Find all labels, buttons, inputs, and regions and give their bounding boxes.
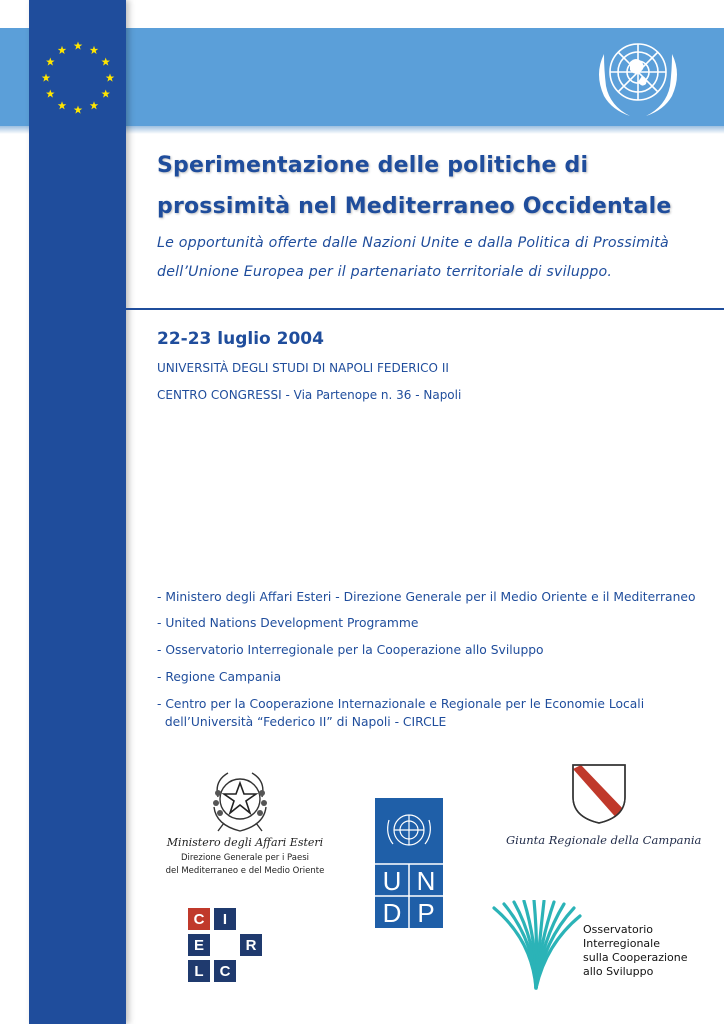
circle-letter-e: E [193,937,205,954]
osservatorio-line: sulla Cooperazione [583,951,688,964]
organizer-item: - Osservatorio Interregionale per la Cooperazione allo Sviluppo [157,643,544,657]
undp-letter-n: N [416,866,436,896]
undp-letter-u: U [382,866,402,896]
circle-letter-l: L [194,963,204,980]
campania-shield-icon [571,763,627,825]
subtitle-line-1: Le opportunità offerte dalle Nazioni Unite e dalla Politica di Prossimità [157,235,669,251]
venue-line-2: CENTRO CONGRESSI - Via Partenope n. 36 - Napoli [157,388,462,402]
circle-letter-i: I [222,911,228,928]
subtitle-line-2: dell’Unione Europea per il partenariato territoriale di sviluppo. [157,264,613,280]
osservatorio-line: Interregionale [583,937,660,950]
organizer-item: - Ministero degli Affari Esteri - Direzione Generale per il Medio Oriente e il Mediterraneo [157,590,696,604]
organizer-item: dell’Università “Federico II” di Napoli - CIRCLE [157,715,447,729]
mae-name: Ministero degli Affari Esteri [166,836,324,849]
mae-subtitle-1: Direzione Generale per i Paesi [180,853,310,863]
italian-republic-emblem-icon [204,763,276,837]
divider-rule [126,308,724,310]
campania-label: Giunta Regionale della Campania [506,833,702,847]
eu-stars-icon [40,40,116,116]
un-emblem-icon [586,32,690,120]
organizer-item: - United Nations Development Programme [157,616,419,630]
organizer-item: - Centro per la Cooperazione Internazionale e Regionale per le Economie Locali [157,697,645,711]
mae-subtitle-2: del Mediterraneo e del Medio Oriente [165,866,325,876]
circle-logo [188,908,262,984]
undp-letter-p: P [417,898,435,928]
undp-logo [375,798,443,928]
mae-logo-label [150,836,340,877]
event-date: 22-23 luglio 2004 [157,329,324,349]
circle-letter-c: C [193,911,205,928]
title-line-2: prossimità nel Mediterraneo Occidentale [157,194,672,219]
left-blue-stripe [29,0,126,1024]
osservatorio-fan-icon [492,900,582,990]
organizer-item: - Regione Campania [157,670,282,684]
venue-line-1: UNIVERSITÀ DEGLI STUDI DI NAPOLI FEDERICO II [157,361,449,375]
osservatorio-line: Osservatorio [583,923,654,936]
osservatorio-line: allo Sviluppo [583,965,654,978]
circle-letter-c2: C [219,963,231,980]
osservatorio-label [583,923,688,979]
title-line-1: Sperimentazione delle politiche di [157,153,589,178]
circle-letter-r: R [245,937,257,954]
undp-letter-d: D [382,898,402,928]
